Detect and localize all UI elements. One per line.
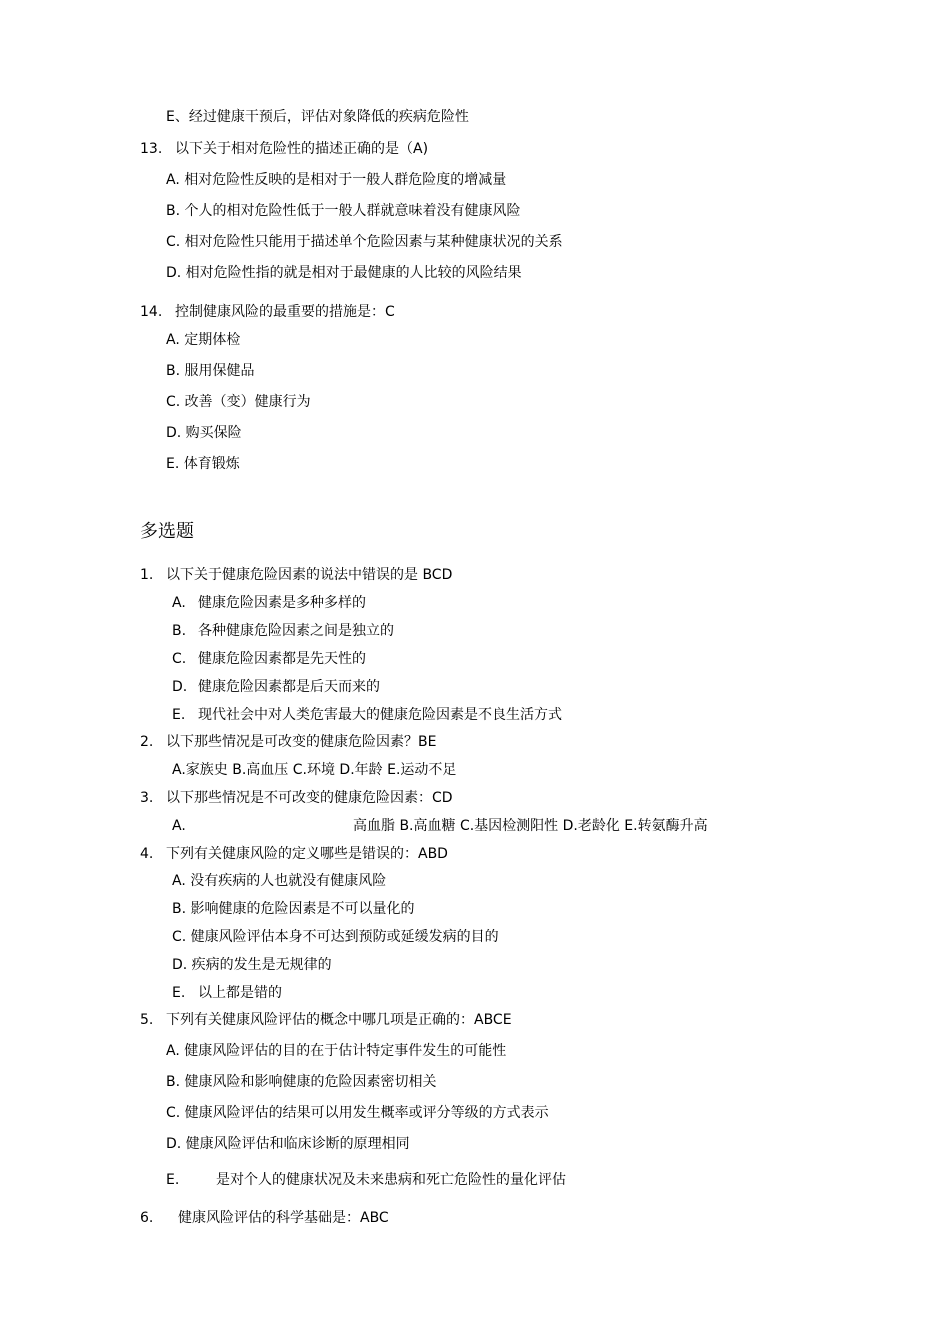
option-text: 是对个人的健康状况及未来患病和死亡危险性的量化评估 — [216, 1172, 566, 1188]
option-letter: E. — [172, 985, 186, 1001]
option-text: 各种健康危险因素之间是独立的 — [198, 623, 394, 639]
q13-option-d: D. 相对危险性指的就是相对于最健康的人比较的风险结果 — [166, 265, 522, 281]
mc-question-2 — [140, 733, 436, 751]
option-text: 健康危险因素是多种多样的 — [198, 595, 366, 611]
m3-options: 高血脂 B.高血糖 C.基因检测阳性 D.老龄化 E.转氨酶升高 — [353, 818, 708, 834]
question-text: 下列有关健康风险的定义哪些是错误的：ABD — [166, 846, 448, 862]
question-number: 4. — [140, 846, 154, 862]
m2-options: A.家族史 B.高血压 C.环境 D.年龄 E.运动不足 — [172, 762, 457, 778]
m4-option-d: D. 疾病的发生是无规律的 — [172, 957, 332, 973]
question-number: 3. — [140, 790, 154, 806]
question-text: 健康风险评估的科学基础是：ABC — [178, 1210, 389, 1226]
m1-option-b — [172, 622, 394, 640]
question-text: 控制健康风险的最重要的措施是：C — [175, 304, 395, 320]
m4-option-e — [172, 984, 282, 1002]
question-number: 14. — [140, 304, 163, 320]
m4-option-c: C. 健康风险评估本身不可达到预防或延缓发病的目的 — [172, 929, 499, 945]
question-13 — [140, 140, 428, 158]
option-letter: D. — [172, 679, 188, 695]
m5-option-b: B. 健康风险和影响健康的危险因素密切相关 — [166, 1074, 437, 1090]
option-text: 健康危险因素都是后天而来的 — [198, 679, 380, 695]
m4-option-a: A. 没有疾病的人也就没有健康风险 — [172, 873, 387, 889]
mc-question-3 — [140, 789, 453, 807]
question-text: 以下那些情况是可改变的健康危险因素？BE — [166, 734, 437, 750]
option-text: 现代社会中对人类危害最大的健康危险因素是不良生活方式 — [198, 707, 562, 723]
question-number: 2. — [140, 734, 154, 750]
q14-option-e: E. 体育锻炼 — [166, 456, 240, 472]
prev-option-e: E、经过健康干预后，评估对象降低的疾病危险性 — [166, 109, 469, 125]
mc-question-1 — [140, 566, 452, 584]
m1-option-c — [172, 650, 366, 668]
question-text: 以下那些情况是不可改变的健康危险因素：CD — [166, 790, 453, 806]
option-text: 以上都是错的 — [198, 985, 282, 1001]
q14-option-c: C. 改善（变）健康行为 — [166, 394, 311, 410]
option-letter: B. — [172, 623, 187, 639]
question-14 — [140, 303, 395, 321]
m5-option-e — [166, 1171, 566, 1189]
m5-option-a: A. 健康风险评估的目的在于估计特定事件发生的可能性 — [166, 1043, 507, 1059]
question-number: 1. — [140, 567, 154, 583]
question-text: 以下关于健康危险因素的说法中错误的是 BCD — [166, 567, 453, 583]
question-text: 以下关于相对危险性的描述正确的是（A) — [175, 141, 429, 157]
m1-option-e — [172, 706, 562, 724]
q14-option-a: A. 定期体检 — [166, 332, 241, 348]
option-text: 健康危险因素都是先天性的 — [198, 651, 366, 667]
m1-option-a — [172, 594, 366, 612]
q14-option-d: D. 购买保险 — [166, 425, 242, 441]
question-number: 5. — [140, 1012, 154, 1028]
section-title: 多选题 — [140, 521, 194, 542]
question-number: 6. — [140, 1210, 154, 1226]
mc-question-4 — [140, 845, 448, 863]
question-text: 下列有关健康风险评估的概念中哪几项是正确的：ABCE — [166, 1012, 512, 1028]
m5-option-c: C. 健康风险评估的结果可以用发生概率或评分等级的方式表示 — [166, 1105, 549, 1121]
option-letter: E. — [166, 1172, 180, 1188]
m4-option-b: B. 影响健康的危险因素是不可以量化的 — [172, 901, 415, 917]
option-letter: C. — [172, 651, 187, 667]
option-letter: A. — [172, 595, 186, 611]
q14-option-b: B. 服用保健品 — [166, 363, 255, 379]
mc-question-5 — [140, 1011, 512, 1029]
q13-option-c: C. 相对危险性只能用于描述单个危险因素与某种健康状况的关系 — [166, 234, 563, 250]
question-number: 13. — [140, 141, 163, 157]
mc-question-6 — [140, 1209, 389, 1227]
option-letter: E. — [172, 707, 186, 723]
q13-option-b: B. 个人的相对危险性低于一般人群就意味着没有健康风险 — [166, 203, 521, 219]
m3-option-a-letter: A. — [172, 818, 186, 834]
m1-option-d — [172, 678, 380, 696]
q13-option-a: A. 相对危险性反映的是相对于一般人群危险度的增减量 — [166, 172, 507, 188]
m5-option-d: D. 健康风险评估和临床诊断的原理相同 — [166, 1136, 410, 1152]
